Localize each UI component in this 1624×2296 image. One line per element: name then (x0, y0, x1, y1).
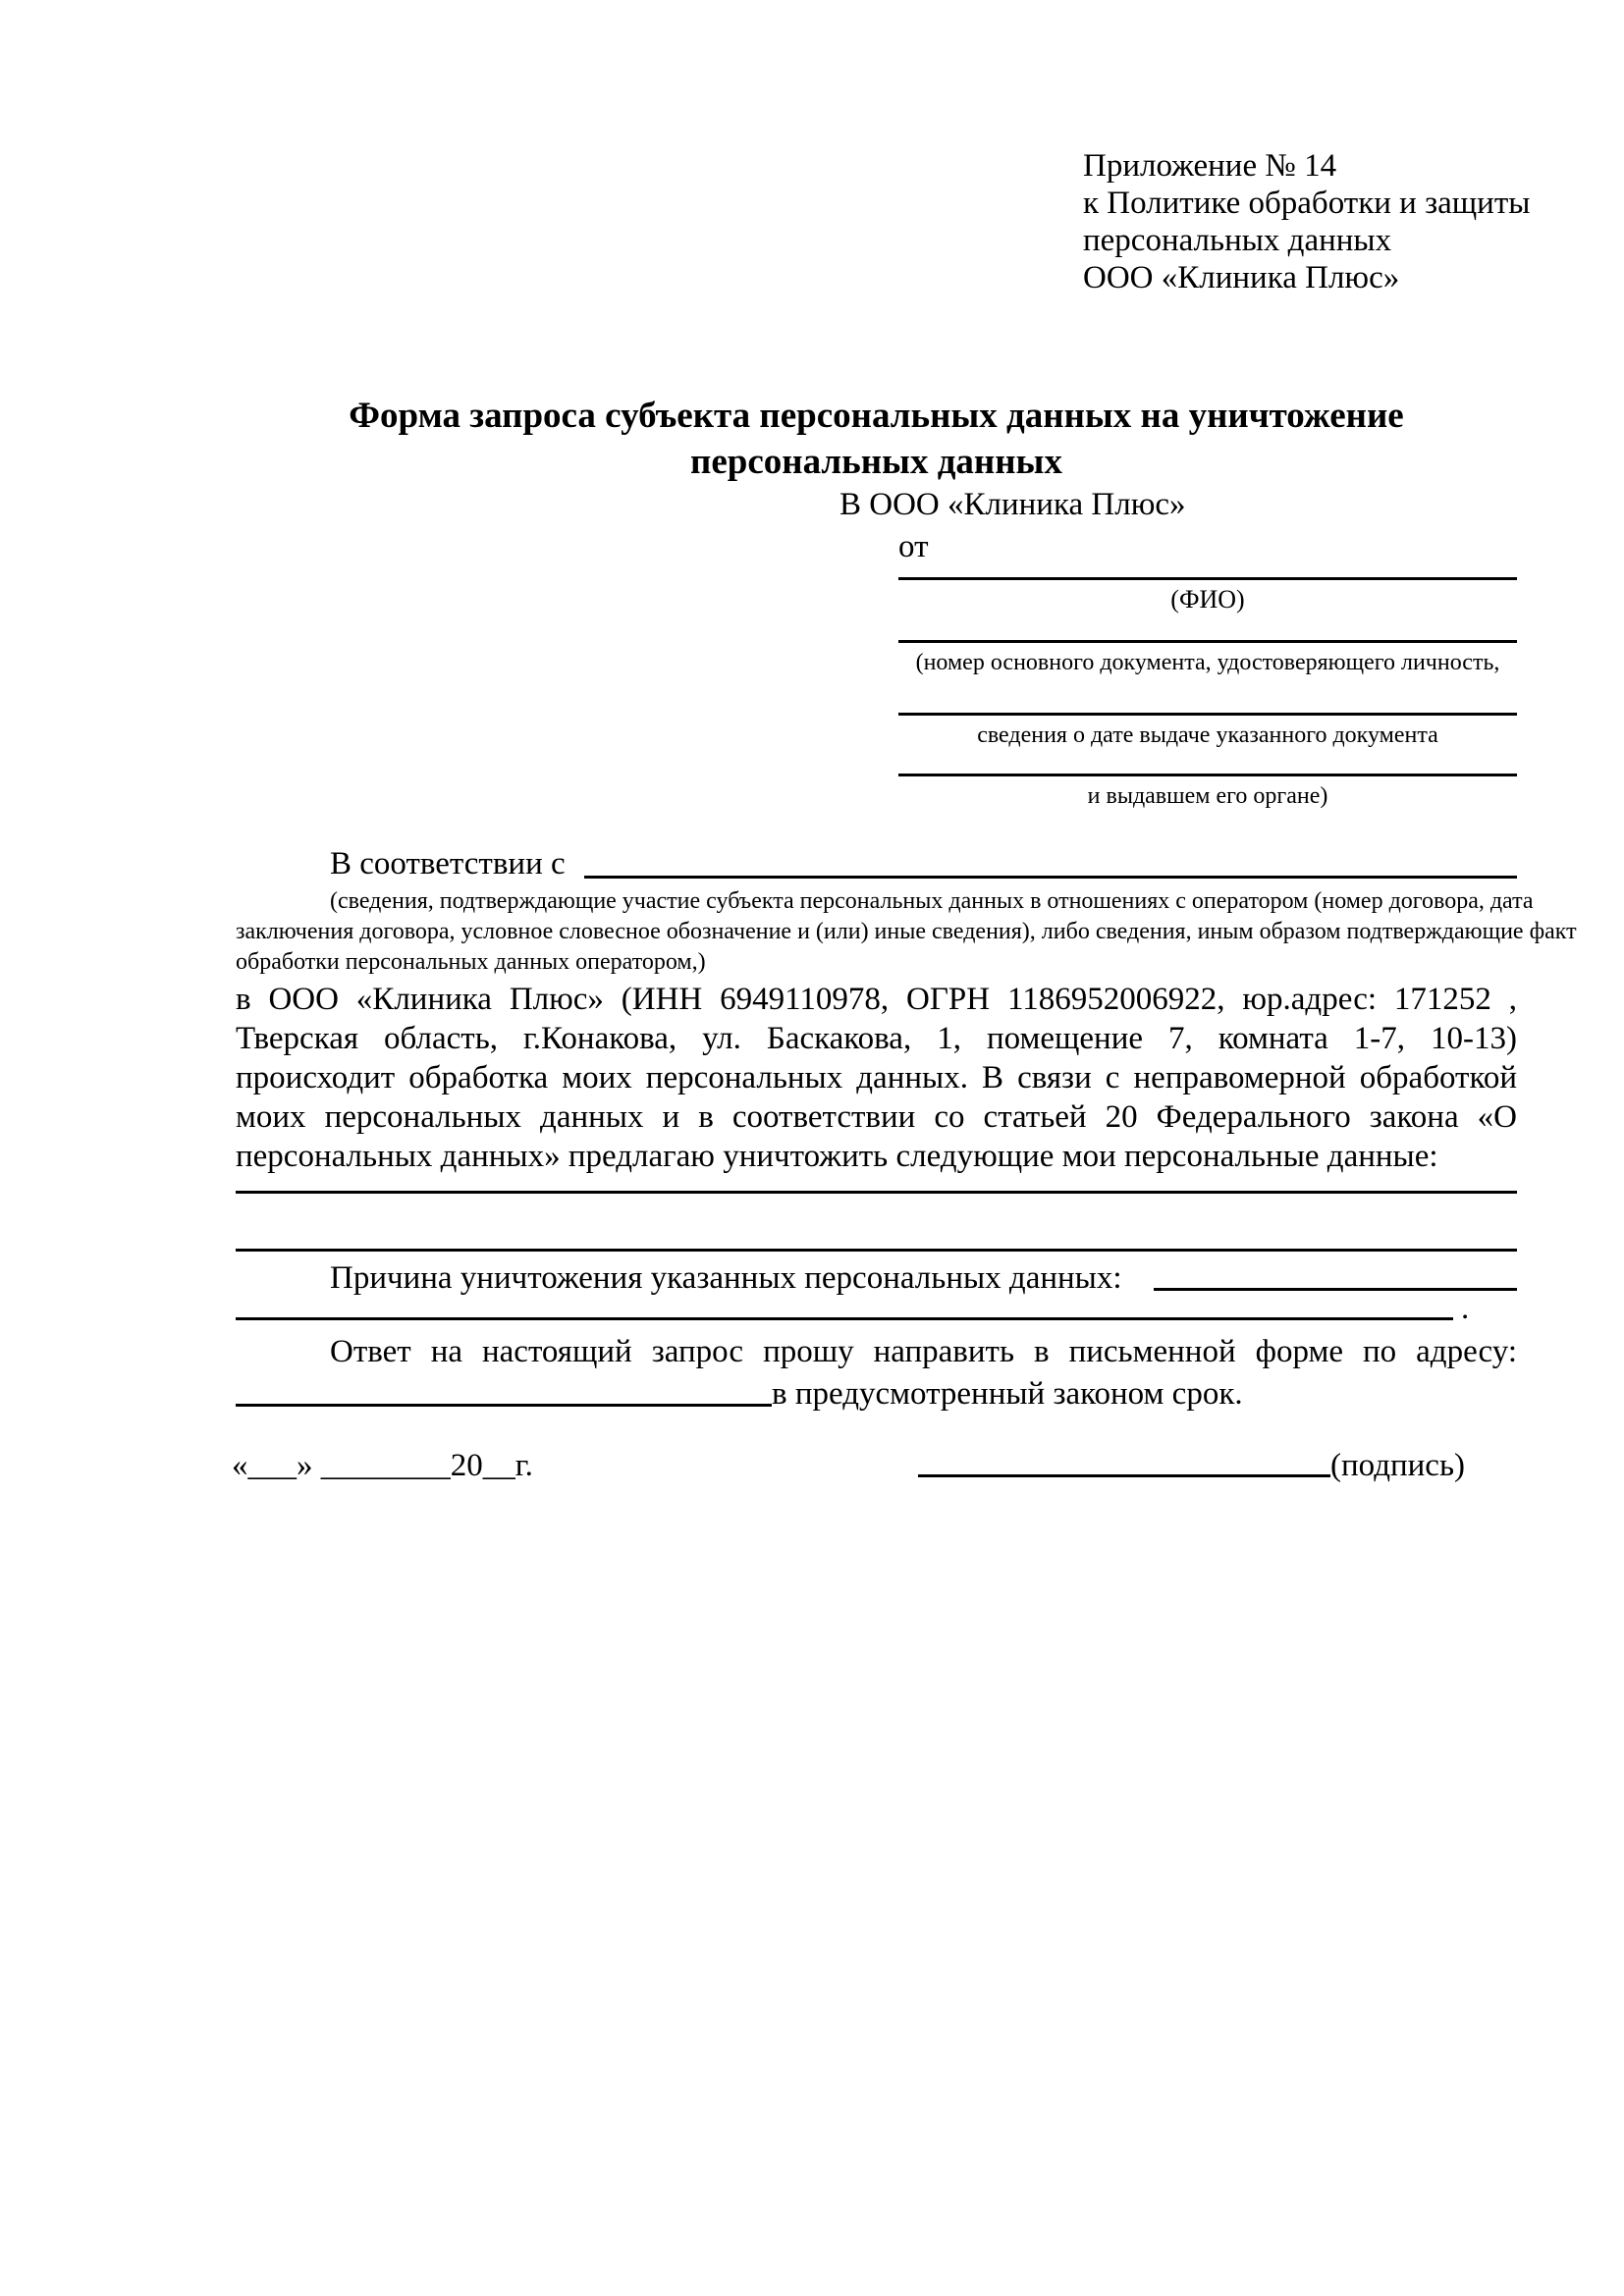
response-text: Ответ на настоящий запрос прошу направить в письменной форме по адресу: (330, 1334, 1517, 1369)
document-title-line2: персональных данных (690, 442, 1062, 482)
doc-date-label: сведения о дате выдаче указанного документа (977, 722, 1438, 748)
document-title-line1: Форма запроса субъекта персональных данных на уничтожение (349, 396, 1404, 436)
doc-number-blank-line (898, 640, 1517, 643)
date-template: «___» ________20__г. (232, 1448, 533, 1483)
fio-label: (ФИО) (1170, 585, 1245, 614)
reason-period: . (1461, 1291, 1470, 1326)
accordance-note-line: заключения договора, условное словесное обозначение и (или) иные сведения), либо сведения, иным образом подтверждающие факт (236, 919, 1577, 944)
response-suffix: в предусмотренный законом срок. (772, 1376, 1243, 1412)
reason-blank-line-full (236, 1317, 1453, 1320)
body-paragraph-line: происходит обработка моих персональных данных. В связи с неправомерной обработкой (236, 1060, 1517, 1095)
body-paragraph-line: персональных данных» предлагаю уничтожить следующие мои персональные данные: (236, 1139, 1438, 1174)
appendix-note-line: к Политике обработки и защиты (1083, 186, 1531, 221)
data-blank-line-1 (236, 1191, 1517, 1194)
doc-date-blank-line (898, 713, 1517, 716)
body-paragraph-line: Тверская область, г.Конакова, ул. Баскакова, 1, помещение 7, комната 1-7, 10-13) (236, 1021, 1517, 1056)
signature-label: (подпись) (1330, 1448, 1465, 1483)
accordance-blank-line (584, 876, 1517, 879)
document-title (236, 393, 1517, 485)
doc-issuer-blank-line (898, 774, 1517, 776)
appendix-note (1083, 147, 1530, 296)
reason-label: Причина уничтожения указанных персональных данных: (330, 1260, 1122, 1296)
address-blank-line (236, 1404, 772, 1407)
doc-issuer-label: и выдавшем его органе) (1087, 783, 1328, 809)
accordance-note-line: (сведения, подтверждающие участие субъекта персональных данных в отношениях с оператором (номер договора, дата (330, 888, 1534, 914)
from-label: от (898, 529, 929, 564)
appendix-note-line: Приложение № 14 (1083, 148, 1337, 184)
data-blank-line-2 (236, 1249, 1517, 1252)
appendix-note-line: ООО «Клиника Плюс» (1083, 260, 1400, 295)
fio-blank-line (898, 577, 1517, 580)
body-paragraph-line: в ООО «Клиника Плюс» (ИНН 6949110978, ОГРН 1186952006922, юр.адрес: 171252 , (236, 982, 1517, 1017)
accordance-prefix: В соответствии с (330, 846, 566, 881)
addressee-org: В ООО «Клиника Плюс» (839, 487, 1186, 522)
doc-number-label: (номер основного документа, удостоверяющего личность, (915, 650, 1500, 675)
accordance-note-line: обработки персональных данных оператором,) (236, 949, 706, 975)
signature-blank-line (918, 1474, 1330, 1477)
appendix-note-line: персональных данных (1083, 223, 1392, 258)
body-paragraph-line: моих персональных данных и в соответствии со статьей 20 Федерального закона «О (236, 1099, 1517, 1135)
